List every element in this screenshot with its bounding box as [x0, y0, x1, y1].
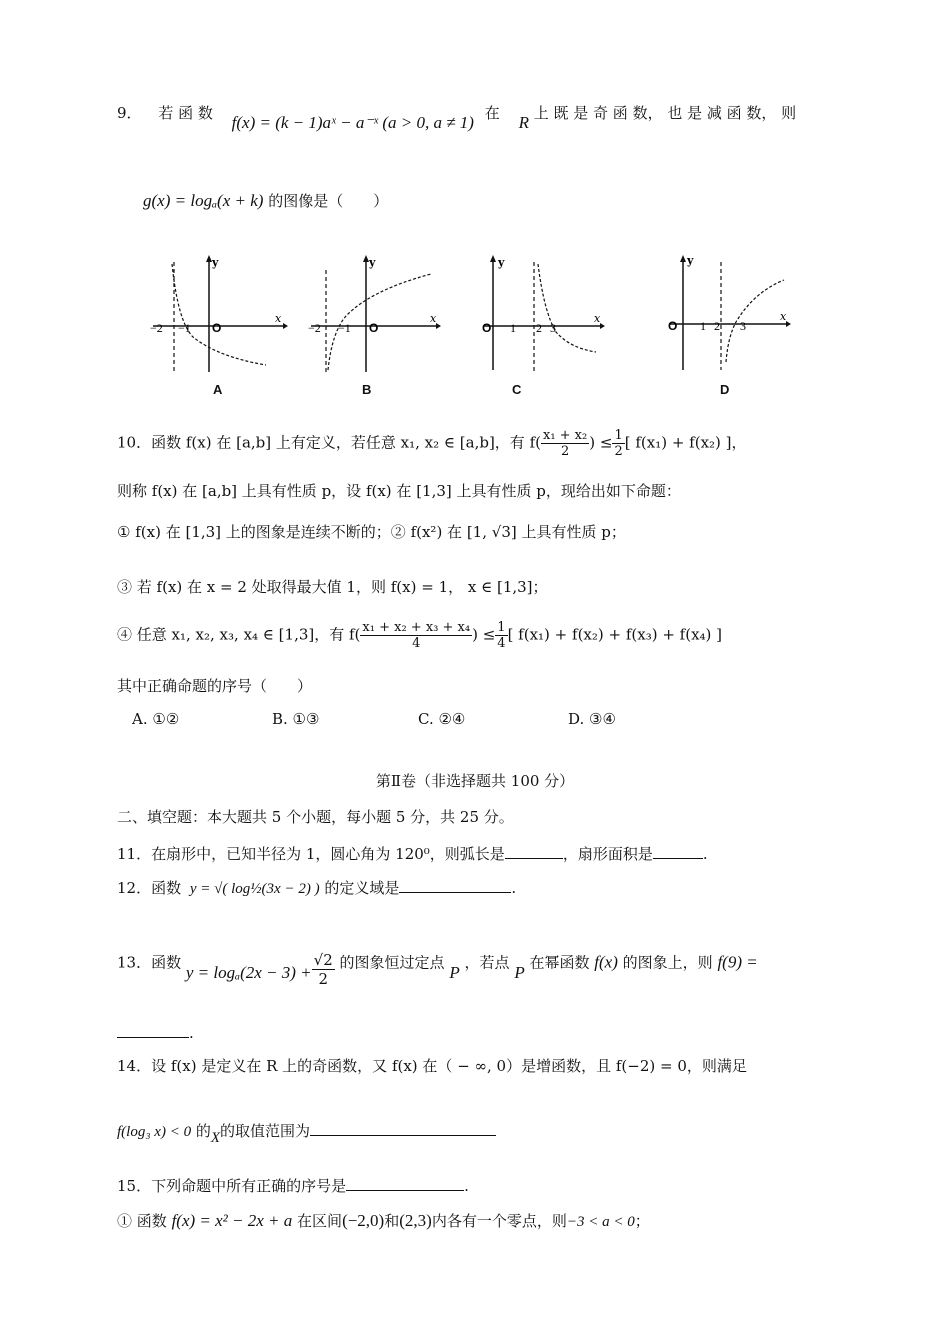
q10-frac-half: [612, 428, 624, 459]
q10-option-c[interactable]: C. ②④: [418, 710, 466, 728]
q11-c: .: [702, 845, 708, 863]
q13-blank[interactable]: [117, 1036, 189, 1038]
q9-stem: 若 函 数: [158, 104, 213, 122]
q15-item1a: ① 函数: [117, 1212, 167, 1230]
part2-title: 第Ⅱ卷（非选择题共 100 分）: [375, 772, 575, 790]
q9-number: 9．: [117, 104, 142, 122]
graph-a-label: A: [213, 382, 223, 397]
graph-b-x-label: x: [430, 312, 437, 325]
q10-frac-avg4-num: x₁ + x₂ + x₃ + x₄: [362, 620, 471, 635]
graph-d-x-label: x: [780, 310, 787, 323]
q10-frac-avg: [541, 428, 589, 459]
q9-mid: 在: [484, 104, 500, 122]
q14-b: 的: [195, 1122, 211, 1140]
graph-a-curve: [172, 264, 266, 365]
graph-c: [478, 252, 613, 377]
q15-a: 15．下列命题中所有正确的序号是: [117, 1177, 347, 1195]
q14-blank[interactable]: [310, 1134, 496, 1136]
q10-l1: 10．函数 f(x) 在 [a,b] 上有定义，若任意 x₁, x₂ ∈ [a,b]，有 f(: [117, 433, 541, 452]
q15-blank[interactable]: [346, 1189, 464, 1191]
q13-fx: f(x): [594, 952, 618, 972]
graph-d-x-arrow: [786, 321, 791, 327]
q10-frac-avg4-den: 4: [412, 636, 421, 651]
q10-frac-avg-num: x₁ + x₂: [542, 428, 588, 443]
graph-b-tick-2: −1: [338, 321, 351, 335]
q10-frac-quarter-den: 4: [497, 636, 506, 651]
q14-X: X: [210, 1130, 221, 1146]
graph-c-tick-3: 3: [550, 321, 556, 335]
q10-line5: [117, 620, 722, 651]
q9-tail: 上 既 是 奇 函 数， 也 是 减 函 数， 则: [533, 104, 797, 122]
part2-section: 二、填空题：本大题共 5 个小题，每小题 5 分，共 25 分。: [117, 808, 514, 826]
q15-item1: [117, 1210, 650, 1231]
q13-d: 在幂函数: [529, 953, 590, 972]
q10-option-b[interactable]: B. ①③: [272, 710, 320, 728]
graph-b-origin: O: [369, 321, 379, 335]
q10-option-a[interactable]: A. ①②: [132, 710, 180, 728]
q13-frac-den: 2: [318, 970, 328, 988]
q12-a: 12．函数: [117, 879, 182, 897]
q13-frac-num: √2: [313, 951, 333, 969]
q9-g-formula: g(x) = logₐ(x + k): [143, 191, 264, 210]
q15-item1b: 在区间: [297, 1212, 343, 1230]
q13-P1: P: [449, 962, 460, 982]
q13-formula: y = logₐ(2x − 3) +: [185, 962, 312, 982]
q12-c: .: [511, 879, 517, 897]
q13-line: [117, 945, 758, 988]
graph-b: [306, 252, 446, 377]
graph-a-tick-1: −2: [150, 321, 163, 335]
graph-c-x-label: x: [594, 312, 601, 325]
graph-b-y-label: y: [369, 256, 376, 269]
graph-d: [664, 252, 799, 377]
graph-a-x-arrow: [283, 323, 288, 329]
q10-frac-half-den: 2: [614, 444, 623, 459]
graph-c-label: C: [512, 382, 522, 397]
q14-line1: 14．设 f(x) 是定义在 R 上的奇函数，又 f(x) 在（ − ∞, 0）是增函数，且 f(−2) = 0，则满足: [117, 1057, 747, 1075]
graph-b-label: B: [362, 382, 372, 397]
q15-int1: (−2,0): [342, 1211, 385, 1230]
q15-item1e: ；: [634, 1212, 650, 1230]
q10-frac-quarter-num: 1: [497, 620, 506, 635]
q15-item1-res: −3 < a < 0: [566, 1214, 635, 1230]
graph-c-origin: O: [482, 321, 492, 335]
q14-formula: f(log₃ x) < 0: [117, 1124, 192, 1140]
q15-end: .: [464, 1177, 469, 1195]
q10-frac-avg-den: 2: [560, 444, 570, 459]
q10-l5-mid: ) ≤: [472, 625, 496, 644]
q13-P2: P: [514, 962, 525, 982]
q13-answer-line: [117, 1024, 194, 1042]
graph-d-y-label: y: [687, 254, 694, 267]
graph-c-y-label: y: [498, 256, 505, 269]
q10-l5-end: [ f(x₁) + f(x₂) + f(x₃) + f(x₄) ]: [507, 625, 723, 644]
q11-blank-arc[interactable]: [505, 857, 563, 859]
graph-d-origin: O: [668, 319, 678, 333]
q10-line6: 其中正确命题的序号（ ）: [117, 677, 313, 695]
q13-frac: [312, 951, 335, 988]
graph-c-tick-2: 2: [536, 321, 542, 335]
q10-line4: ③ 若 f(x) 在 x = 2 处取得最大值 1，则 f(x) = 1， x ∈ [1,3]；: [117, 578, 548, 596]
q13-a: 13．函数: [117, 953, 182, 972]
graph-c-tick-1: 1: [510, 321, 516, 335]
q13-e: 的图象上，则: [622, 953, 713, 972]
graph-d-tick-3: 3: [740, 319, 746, 333]
q9-R: R: [518, 113, 529, 132]
q10-option-d[interactable]: D. ③④: [568, 710, 616, 728]
q13-end: .: [189, 1024, 194, 1042]
q12-blank[interactable]: [399, 891, 511, 893]
graph-d-curve: [726, 280, 784, 362]
q10-l5a: ④ 任意 x₁, x₂, x₃, x₄ ∈ [1,3]，有 f(: [117, 625, 361, 644]
q10-frac-quarter: [495, 620, 507, 651]
q10-frac-half-num: 1: [614, 428, 623, 443]
graph-d-tick-1: 1: [700, 319, 706, 333]
graph-c-x-arrow: [600, 323, 605, 329]
q10-line3: ① f(x) 在 [1,3] 上的图象是连续不断的；② f(x²) 在 [1, √3] 上具有性质 p；: [117, 523, 626, 541]
q10-frac-avg4: [360, 620, 472, 651]
q14-line2: [117, 1120, 496, 1146]
q15-item1-formula: f(x) = x² − 2x + a: [171, 1211, 293, 1230]
q15-line1: [117, 1175, 469, 1196]
graph-d-label: D: [720, 382, 730, 397]
q9-formula: f(x) = (k − 1)aˣ − a⁻ˣ (a > 0, a ≠ 1): [231, 113, 474, 132]
q11-b: ，扇形面积是: [562, 845, 653, 863]
q11-line: [117, 843, 708, 864]
graph-b-tick-1: −2: [308, 321, 321, 335]
q9-line2: [143, 190, 388, 211]
graph-b-x-arrow: [436, 323, 441, 329]
graph-d-y-arrow: [680, 255, 686, 262]
q15-int2: (2,3): [399, 1211, 432, 1230]
graph-c-y-arrow: [490, 255, 496, 262]
q13-b: 的图象恒过定点: [339, 953, 445, 972]
graph-a-y-label: y: [212, 256, 219, 269]
q10-line1: [117, 428, 747, 459]
q12-line: [117, 877, 516, 898]
q12-b: 的定义域是: [324, 879, 400, 897]
q11-blank-area[interactable]: [653, 857, 703, 859]
q13-c: ，若点: [464, 953, 510, 972]
q15-item1c: 和: [384, 1212, 400, 1230]
graph-d-tick-2: 2: [714, 319, 720, 333]
q9-line2-text: 的图像是（ ）: [268, 192, 389, 210]
q13-f9: f(9) =: [717, 952, 758, 972]
graph-a-tick-2: −1: [178, 321, 191, 335]
q11-a: 11．在扇形中，已知半径为 1，圆心角为 120⁰，则弧长是: [117, 845, 505, 863]
q10-l1-mid: ) ≤: [589, 433, 613, 452]
graph-a-origin: O: [212, 321, 222, 335]
graph-c-curve: [538, 264, 596, 352]
q14-c: 的取值范围为: [220, 1122, 311, 1140]
q15-item1d: 内各有一个零点，则: [431, 1212, 567, 1230]
q9-line1: [117, 102, 797, 132]
graph-a-x-label: x: [275, 312, 282, 325]
q12-formula: y = √( log½(3x − 2) ): [189, 881, 320, 897]
q10-l1-end: [ f(x₁) + f(x₂) ]，: [624, 433, 747, 452]
graph-a: [148, 252, 288, 377]
q10-line2: 则称 f(x) 在 [a,b] 上具有性质 p，设 f(x) 在 [1,3] 上具有性质 p，现给出如下命题：: [117, 482, 681, 500]
